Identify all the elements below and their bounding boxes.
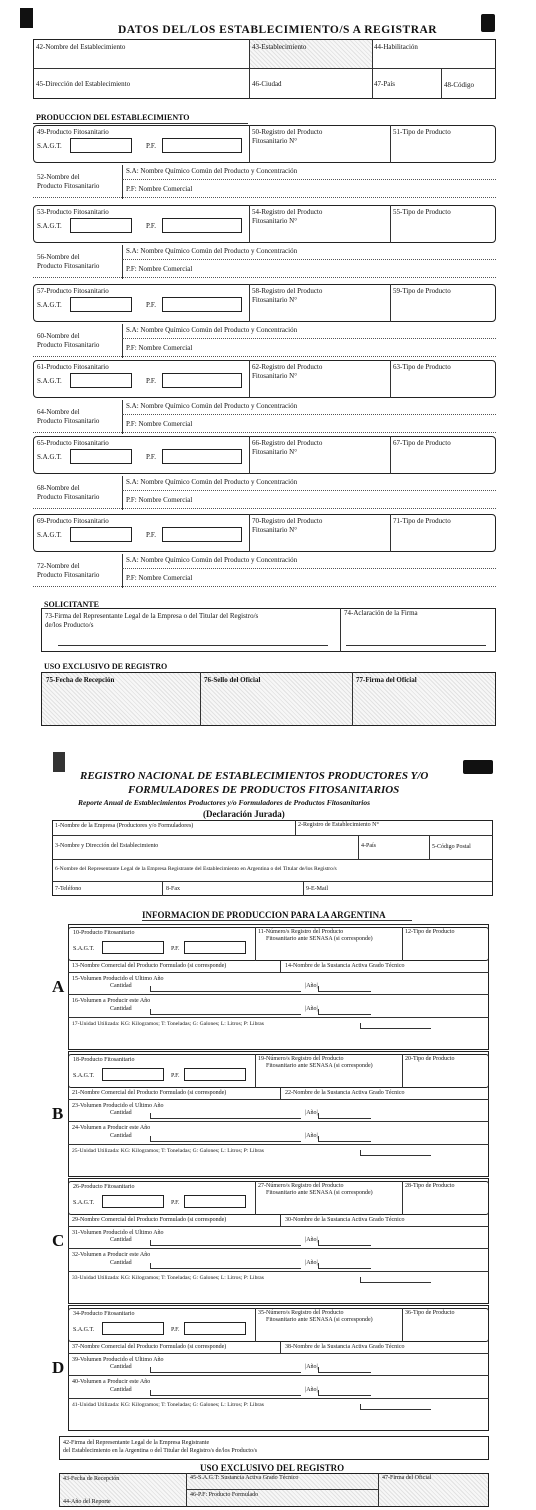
sagt-input[interactable] bbox=[70, 527, 132, 542]
volumen-a-producir-label: 24-Volumen a Producir este Año bbox=[72, 1125, 151, 1131]
field-tipo-label: 67-Tipo de Producto bbox=[393, 439, 451, 447]
sa-input-line[interactable] bbox=[122, 259, 496, 260]
divider bbox=[249, 284, 250, 322]
field-producto-label: 26-Producto Fitosanitario bbox=[73, 1184, 135, 1190]
sa-input-line[interactable] bbox=[122, 414, 496, 415]
field-producto-label: 49-Producto Fitosanitario bbox=[37, 128, 109, 136]
divider bbox=[68, 1144, 489, 1145]
divider bbox=[255, 1181, 256, 1215]
nombre-label-2: Producto Fitosanitario bbox=[37, 417, 100, 425]
field-registro-label: 27-Número/s Registro del Producto bbox=[258, 1183, 344, 1189]
sustancia-label: 14-Nombre de la Sustancia Activa Grado Técnico bbox=[285, 963, 405, 969]
divider bbox=[390, 514, 391, 552]
sa-input-line[interactable] bbox=[122, 568, 496, 569]
sagt-input[interactable] bbox=[102, 1322, 164, 1335]
field-4-label: 4-País bbox=[361, 843, 376, 849]
divider bbox=[255, 1054, 256, 1088]
nombre-label-2: Producto Fitosanitario bbox=[37, 182, 100, 190]
sa-label: S.A: Nombre Químico Común del Producto y Concentración bbox=[126, 167, 298, 175]
divider bbox=[249, 360, 250, 398]
registro-label-2: Fitosanitario ante SENASA (si corresponde) bbox=[266, 1317, 373, 1323]
field-registro-label: 35-Número/s Registro del Producto bbox=[258, 1310, 344, 1316]
registro-label-2: Fitosanitario N° bbox=[252, 296, 297, 304]
registro-label-2: Fitosanitario N° bbox=[252, 137, 297, 145]
divider bbox=[122, 245, 123, 279]
registro-label-2: Fitosanitario ante SENASA (si corresponde) bbox=[266, 1190, 373, 1196]
sa-label: S.A: Nombre Químico Común del Producto y Concentración bbox=[126, 247, 298, 255]
field-registro-label: 62-Registro del Producto bbox=[252, 363, 323, 371]
field-73-label: 73-Firma del Representante Legal de la Empresa o del Titular del Registro/s bbox=[45, 612, 259, 620]
field-registro-label: 70-Registro del Producto bbox=[252, 517, 323, 525]
field-44-label: 44-Habilitación bbox=[374, 43, 418, 51]
cantidad-label: Cantidad bbox=[110, 1237, 132, 1243]
field-nombre-label: 64-Nombre del bbox=[37, 408, 80, 416]
cantidad-input[interactable] bbox=[150, 1390, 301, 1396]
page2-subtitle: Reporte Anual de Establecimientos Productores y/o Formuladores de Productos Fitosanitarios bbox=[78, 798, 371, 807]
divider bbox=[402, 927, 403, 961]
divider bbox=[68, 1099, 489, 1100]
cantidad-label: Cantidad bbox=[110, 983, 132, 989]
divider bbox=[122, 324, 123, 358]
pf-input[interactable] bbox=[162, 218, 242, 233]
solicitante-title: SOLICITANTE bbox=[44, 600, 99, 609]
nombre-label-2: Producto Fitosanitario bbox=[37, 571, 100, 579]
anio-label: |Año| bbox=[305, 1133, 318, 1139]
field-registro-label: 58-Registro del Producto bbox=[252, 287, 323, 295]
divider bbox=[402, 1308, 403, 1342]
cantidad-label: Cantidad bbox=[110, 1110, 132, 1116]
anio-label: |Año| bbox=[305, 1237, 318, 1243]
field-77-label: 77-Firma del Oficial bbox=[356, 676, 417, 684]
sagt-label: S.A.G.T. bbox=[73, 1200, 95, 1206]
field-nombre-label: 72-Nombre del bbox=[37, 562, 80, 570]
cantidad-label: Cantidad bbox=[110, 1006, 132, 1012]
anio-input[interactable] bbox=[318, 1136, 371, 1142]
corner-mark-left bbox=[20, 8, 33, 28]
cantidad-input[interactable] bbox=[150, 1263, 301, 1269]
cantidad-input[interactable] bbox=[150, 1367, 301, 1373]
anio-label: |Año| bbox=[305, 1110, 318, 1116]
cantidad-input[interactable] bbox=[150, 1136, 301, 1142]
anio-input[interactable] bbox=[318, 1390, 371, 1396]
page2-title-line1: REGISTRO NACIONAL DE ESTABLECIMIENTOS PRODUCTORES Y/O bbox=[80, 770, 429, 782]
pf-label: P.F. bbox=[146, 531, 156, 539]
divider bbox=[122, 554, 123, 588]
field-nombre-label: 68-Nombre del bbox=[37, 484, 80, 492]
divider bbox=[402, 1181, 403, 1215]
divider bbox=[122, 165, 123, 199]
divider bbox=[390, 205, 391, 243]
pf-input[interactable] bbox=[184, 1322, 246, 1335]
pf-label: P.F. bbox=[171, 1327, 180, 1333]
pf-label: P.F. bbox=[171, 1073, 180, 1079]
registro-label-2: Fitosanitario ante SENASA (si corresponde) bbox=[266, 936, 373, 942]
sagt-input[interactable] bbox=[70, 138, 132, 153]
sagt-label: S.A.G.T. bbox=[37, 222, 62, 230]
sa-input-line[interactable] bbox=[122, 490, 496, 491]
volumen-a-producir-label: 40-Volumen a Producir este Año bbox=[72, 1379, 151, 1385]
uso-exclusivo-title-2: USO EXCLUSIVO DEL REGISTRO bbox=[200, 1463, 345, 1473]
corner-mark-right-2 bbox=[463, 760, 493, 774]
pf-input-line[interactable] bbox=[33, 356, 496, 357]
field-producto-label: 65-Producto Fitosanitario bbox=[37, 439, 109, 447]
divider bbox=[249, 205, 250, 243]
field-73-label-2: de/los Producto/s bbox=[45, 621, 94, 629]
unidad-label: 25-Unidad Utilizada: KG: Kilogramos; T: Toneladas; G: Galones; L: Litros; P: Libras bbox=[72, 1148, 264, 1154]
unidad-label: 33-Unidad Utilizada: KG: Kilogramos; T: Toneladas; G: Galones; L: Litros; P: Libras bbox=[72, 1275, 264, 1281]
field-45-label: 45-Dirección del Establecimiento bbox=[36, 80, 131, 88]
volumen-producido-label: 23-Volumen Producido el Ultimo Año bbox=[72, 1103, 164, 1109]
sagt-label: S.A.G.T. bbox=[73, 946, 95, 952]
divider bbox=[280, 1088, 281, 1099]
sagt-label: S.A.G.T. bbox=[73, 1327, 95, 1333]
pf-name-label: P.F: Nombre Comercial bbox=[126, 420, 193, 428]
divider bbox=[122, 476, 123, 510]
pf-name-label: P.F: Nombre Comercial bbox=[126, 265, 193, 273]
field-producto-label: 61-Producto Fitosanitario bbox=[37, 363, 109, 371]
field-5-label: 5-Código Postal bbox=[432, 844, 471, 850]
sustancia-label: 30-Nombre de la Sustancia Activa Grado Técnico bbox=[285, 1217, 405, 1223]
pf-label: P.F. bbox=[146, 377, 156, 385]
divider bbox=[390, 284, 391, 322]
field-48-label: 48-Código bbox=[444, 81, 474, 89]
unidad-label: 17-Unidad Utilizada: KG: Kilogramos; T: Toneladas; G: Galones; L: Litros; P: Libras bbox=[72, 1021, 264, 1027]
anio-input[interactable] bbox=[318, 1240, 371, 1246]
divider bbox=[249, 125, 250, 163]
anio-input[interactable] bbox=[318, 1263, 371, 1269]
declaracion-jurada: (Declaración Jurada) bbox=[203, 809, 285, 819]
field-producto-label: 10-Producto Fitosanitario bbox=[73, 930, 135, 936]
registro-label-2: Fitosanitario N° bbox=[252, 217, 297, 225]
sagt-input[interactable] bbox=[102, 941, 164, 954]
volumen-producido-label: 39-Volumen Producido el Ultimo Año bbox=[72, 1357, 164, 1363]
field-43-label-2: 43-Fecha de Recepción bbox=[63, 1476, 120, 1482]
unidad-input[interactable] bbox=[360, 1150, 431, 1156]
cantidad-input[interactable] bbox=[150, 1113, 301, 1119]
field-tipo-label: 12-Tipo de Producto bbox=[405, 929, 455, 935]
field-74-label: 74-Aclaración de la Firma bbox=[344, 609, 418, 617]
divider bbox=[402, 1054, 403, 1088]
nombre-comercial-label: 37-Nombre Comercial del Producto Formulado (si corresponde) bbox=[72, 1344, 227, 1350]
field-42-label: 42-Nombre del Establecimiento bbox=[36, 43, 126, 51]
anio-input[interactable] bbox=[318, 1113, 371, 1119]
field-43-label: 43-Establecimiento bbox=[252, 43, 307, 51]
divider bbox=[68, 1121, 489, 1122]
nombre-label-2: Producto Fitosanitario bbox=[37, 262, 100, 270]
block-letter: C bbox=[52, 1231, 65, 1250]
field-47-label-2: 47-Firma del Oficial bbox=[382, 1475, 432, 1481]
cantidad-label: Cantidad bbox=[110, 1387, 132, 1393]
field-registro-label: 19-Número/s Registro del Producto bbox=[258, 1056, 344, 1062]
pf-name-label: P.F: Nombre Comercial bbox=[126, 496, 193, 504]
pf-input[interactable] bbox=[162, 373, 242, 388]
sa-input-line[interactable] bbox=[122, 338, 496, 339]
sagt-input[interactable] bbox=[70, 449, 132, 464]
field-registro-label: 11-Número/s Registro del Producto bbox=[258, 929, 344, 935]
pf-input-line[interactable] bbox=[33, 197, 496, 198]
divider bbox=[68, 1375, 489, 1376]
cantidad-label: Cantidad bbox=[110, 1364, 132, 1370]
field-46-label-2: 46-P.F: Producto Formulado bbox=[190, 1492, 259, 1498]
nombre-comercial-label: 13-Nombre Comercial del Producto Formulado (si corresponde) bbox=[72, 963, 227, 969]
field-1-label: 1-Nombre de la Empresa (Productores y/o Formuladores) bbox=[55, 823, 194, 829]
field-76-label: 76-Sello del Oficial bbox=[204, 676, 261, 684]
field-8-label: 8-Fax bbox=[166, 886, 180, 892]
cantidad-label: Cantidad bbox=[110, 1260, 132, 1266]
field-nombre-label: 60-Nombre del bbox=[37, 332, 80, 340]
pf-input[interactable] bbox=[162, 527, 242, 542]
divider bbox=[122, 400, 123, 434]
cantidad-label: Cantidad bbox=[110, 1133, 132, 1139]
field-tipo-label: 36-Tipo de Producto bbox=[405, 1310, 455, 1316]
sustancia-label: 38-Nombre de la Sustancia Activa Grado Técnico bbox=[285, 1344, 405, 1350]
registro-label-2: Fitosanitario N° bbox=[252, 372, 297, 380]
block-letter: D bbox=[52, 1358, 65, 1377]
divider bbox=[68, 972, 489, 973]
cantidad-input[interactable] bbox=[150, 1009, 301, 1015]
divider bbox=[68, 1398, 489, 1399]
anio-input[interactable] bbox=[318, 1009, 371, 1015]
volumen-producido-label: 31-Volumen Producido el Ultimo Año bbox=[72, 1230, 164, 1236]
divider bbox=[68, 1271, 489, 1272]
nombre-label-2: Producto Fitosanitario bbox=[37, 341, 100, 349]
sagt-label: S.A.G.T. bbox=[37, 377, 62, 385]
pf-label: P.F. bbox=[146, 453, 156, 461]
pf-name-label: P.F: Nombre Comercial bbox=[126, 344, 193, 352]
pf-input-line[interactable] bbox=[33, 508, 496, 509]
divider bbox=[68, 994, 489, 995]
field-tipo-label: 71-Tipo de Producto bbox=[393, 517, 451, 525]
field-9-label: 9-E-Mail bbox=[306, 886, 328, 892]
anio-input[interactable] bbox=[318, 1367, 371, 1373]
field-44-label-2: 44-Año del Reporte bbox=[63, 1499, 111, 1505]
corner-mark-left-2 bbox=[53, 752, 65, 772]
unidad-input[interactable] bbox=[360, 1404, 431, 1410]
sagt-input[interactable] bbox=[70, 373, 132, 388]
uso-exclusivo-title: USO EXCLUSIVO DE REGISTRO bbox=[44, 662, 168, 671]
sagt-label: S.A.G.T. bbox=[37, 301, 62, 309]
sa-label: S.A: Nombre Químico Común del Producto y Concentración bbox=[126, 556, 298, 564]
field-producto-label: 34-Producto Fitosanitario bbox=[73, 1311, 135, 1317]
sagt-input[interactable] bbox=[70, 218, 132, 233]
page2-title-line2: FORMULADORES DE PRODUCTOS FITOSANITARIOS bbox=[128, 784, 400, 796]
anio-label: |Año| bbox=[305, 1387, 318, 1393]
sagt-label: S.A.G.T. bbox=[37, 531, 62, 539]
divider bbox=[390, 436, 391, 474]
divider bbox=[68, 1353, 489, 1354]
pf-input-line[interactable] bbox=[33, 586, 496, 587]
pf-input-line[interactable] bbox=[33, 277, 496, 278]
pf-label: P.F. bbox=[146, 142, 156, 150]
unidad-label: 41-Unidad Utilizada: KG: Kilogramos; T: Toneladas; G: Galones; L: Litros; P: Libras bbox=[72, 1402, 264, 1408]
anio-label: |Año| bbox=[305, 983, 318, 989]
page1-title: DATOS DEL/LOS ESTABLECIMIENTO/S A REGISTRAR bbox=[118, 24, 438, 36]
anio-input[interactable] bbox=[318, 986, 371, 992]
divider bbox=[390, 360, 391, 398]
pf-name-label: P.F: Nombre Comercial bbox=[126, 185, 193, 193]
divider bbox=[249, 514, 250, 552]
produccion-title: PRODUCCION DEL ESTABLECIMIENTO bbox=[36, 113, 190, 122]
field-46-label: 46-Ciudad bbox=[252, 80, 282, 88]
sa-input-line[interactable] bbox=[122, 179, 496, 180]
unidad-input[interactable] bbox=[360, 1277, 431, 1283]
cantidad-input[interactable] bbox=[150, 986, 301, 992]
field-registro-label: 54-Registro del Producto bbox=[252, 208, 323, 216]
block-letter: A bbox=[52, 977, 65, 996]
field-tipo-label: 55-Tipo de Producto bbox=[393, 208, 451, 216]
company-header-grid bbox=[52, 820, 493, 896]
pf-input[interactable] bbox=[162, 449, 242, 464]
divider bbox=[68, 1226, 489, 1227]
field-tipo-label: 51-Tipo de Producto bbox=[393, 128, 451, 136]
signature-line-74[interactable] bbox=[346, 645, 486, 646]
field-42-line2: del Establecimiento en la Argentina o del Titular del Registro/s de/los Producto/s bbox=[63, 1448, 258, 1454]
field-47-label: 47-País bbox=[374, 80, 395, 88]
anio-label: |Año| bbox=[305, 1364, 318, 1370]
sagt-input[interactable] bbox=[70, 297, 132, 312]
sa-label: S.A: Nombre Químico Común del Producto y Concentración bbox=[126, 478, 298, 486]
pf-label: P.F. bbox=[171, 946, 180, 952]
pf-input[interactable] bbox=[162, 138, 242, 153]
divider bbox=[68, 1248, 489, 1249]
divider bbox=[280, 961, 281, 972]
signature-line-73[interactable] bbox=[58, 645, 328, 646]
volumen-a-producir-label: 16-Volumen a Producir este Año bbox=[72, 998, 151, 1004]
divider bbox=[280, 1215, 281, 1226]
field-tipo-label: 20-Tipo de Producto bbox=[405, 1056, 455, 1062]
sagt-label: S.A.G.T. bbox=[37, 453, 62, 461]
sa-label: S.A: Nombre Químico Común del Producto y Concentración bbox=[126, 402, 298, 410]
field-producto-label: 69-Producto Fitosanitario bbox=[37, 517, 109, 525]
field-6-label: 6-Nombre del Representante Legal de la Empresa Registrante del Establecimiento en Argentina o del Titular de/los Registro/s bbox=[55, 866, 337, 872]
registro-label-2: Fitosanitario N° bbox=[252, 448, 297, 456]
field-tipo-label: 63-Tipo de Producto bbox=[393, 363, 451, 371]
unidad-input[interactable] bbox=[360, 1023, 431, 1029]
sagt-input[interactable] bbox=[102, 1068, 164, 1081]
nombre-comercial-label: 21-Nombre Comercial del Producto Formulado (si corresponde) bbox=[72, 1090, 227, 1096]
volumen-producido-label: 15-Volumen Producido el Ultimo Año bbox=[72, 976, 164, 982]
divider bbox=[280, 1342, 281, 1353]
pf-input[interactable] bbox=[162, 297, 242, 312]
field-75-label: 75-Fecha de Recepción bbox=[46, 676, 115, 684]
sa-label: S.A: Nombre Químico Común del Producto y Concentración bbox=[126, 326, 298, 334]
divider bbox=[255, 1308, 256, 1342]
field-7-label: 7-Teléfono bbox=[55, 886, 82, 892]
field-45-label-2: 45-S.A.G.T: Sustancia Activa Grado Técnico bbox=[190, 1475, 299, 1481]
pf-label: P.F. bbox=[146, 222, 156, 230]
pf-name-label: P.F: Nombre Comercial bbox=[126, 574, 193, 582]
field-42-line1: 42-Firma del Representante Legal de la Empresa Registrante bbox=[63, 1440, 210, 1446]
anio-label: |Año| bbox=[305, 1260, 318, 1266]
field-nombre-label: 52-Nombre del bbox=[37, 173, 80, 181]
block-letter: B bbox=[52, 1104, 64, 1123]
field-producto-label: 53-Producto Fitosanitario bbox=[37, 208, 109, 216]
pf-label: P.F. bbox=[171, 1200, 180, 1206]
field-registro-label: 66-Registro del Producto bbox=[252, 439, 323, 447]
divider bbox=[390, 125, 391, 163]
field-3-label: 3-Nombre y Dirección del Establecimiento bbox=[55, 843, 159, 849]
pf-input[interactable] bbox=[184, 941, 246, 954]
sagt-input[interactable] bbox=[102, 1195, 164, 1208]
field-nombre-label: 56-Nombre del bbox=[37, 253, 80, 261]
pf-label: P.F. bbox=[146, 301, 156, 309]
field-registro-label: 50-Registro del Producto bbox=[252, 128, 323, 136]
pf-input[interactable] bbox=[184, 1195, 246, 1208]
anio-label: |Año| bbox=[305, 1006, 318, 1012]
field-producto-label: 18-Producto Fitosanitario bbox=[73, 1057, 135, 1063]
registro-label-2: Fitosanitario ante SENASA (si corresponde) bbox=[266, 1063, 373, 1069]
divider bbox=[255, 927, 256, 961]
nombre-label-2: Producto Fitosanitario bbox=[37, 493, 100, 501]
sagt-label: S.A.G.T. bbox=[37, 142, 62, 150]
nombre-comercial-label: 29-Nombre Comercial del Producto Formulado (si corresponde) bbox=[72, 1217, 227, 1223]
field-tipo-label: 28-Tipo de Producto bbox=[405, 1183, 455, 1189]
pf-input[interactable] bbox=[184, 1068, 246, 1081]
sagt-label: S.A.G.T. bbox=[73, 1073, 95, 1079]
informacion-title: INFORMACION DE PRODUCCION PARA LA ARGENTINA bbox=[142, 910, 386, 920]
volumen-a-producir-label: 32-Volumen a Producir este Año bbox=[72, 1252, 151, 1258]
sustancia-label: 22-Nombre de la Sustancia Activa Grado Técnico bbox=[285, 1090, 405, 1096]
cantidad-input[interactable] bbox=[150, 1240, 301, 1246]
pf-input-line[interactable] bbox=[33, 432, 496, 433]
divider bbox=[68, 1017, 489, 1018]
field-2-label: 2-Registro de Establecimiento N° bbox=[298, 822, 379, 828]
field-producto-label: 57-Producto Fitosanitario bbox=[37, 287, 109, 295]
corner-mark-right bbox=[481, 14, 495, 32]
registro-label-2: Fitosanitario N° bbox=[252, 526, 297, 534]
field-tipo-label: 59-Tipo de Producto bbox=[393, 287, 451, 295]
divider bbox=[249, 436, 250, 474]
